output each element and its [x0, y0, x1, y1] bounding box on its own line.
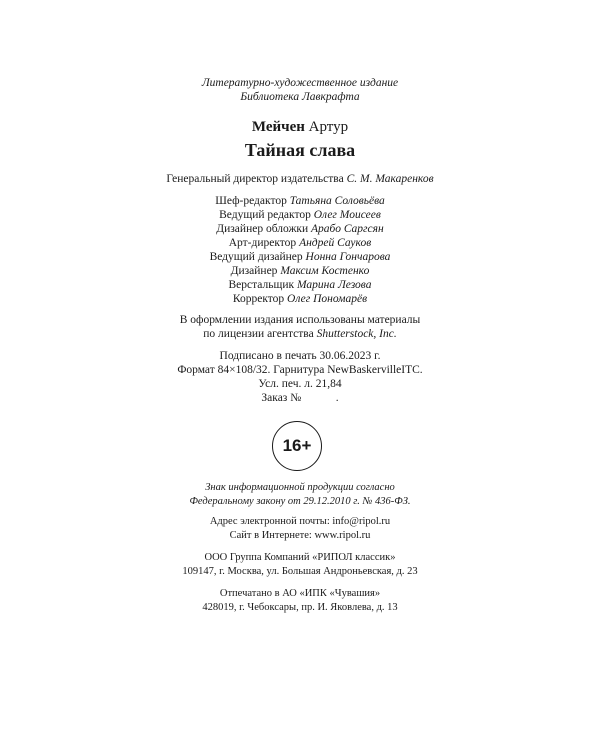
credit-role: Дизайнер обложки — [216, 223, 309, 235]
credit-name: Олег Моисеев — [313, 209, 381, 221]
author-surname: Мейчен — [251, 119, 305, 135]
website-line: Сайт в Интернете: www.ripol.ru — [229, 530, 371, 541]
credit-role: Корректор — [232, 293, 285, 305]
license-line-2 — [0, 327, 600, 341]
credit-role: Верстальщик — [228, 279, 295, 291]
credit-line — [0, 278, 600, 292]
order-line: Заказ № . — [261, 392, 339, 404]
general-director — [0, 172, 600, 186]
credit-name: Нонна Гончарова — [305, 251, 391, 263]
license-line-1: В оформлении издания использованы материалы — [179, 314, 421, 326]
credit-name: Андрей Сауков — [299, 237, 372, 249]
credit-line — [0, 222, 600, 236]
series-line-1: Литературно-художественное издание — [201, 77, 399, 89]
credit-line — [0, 292, 600, 306]
credit-name: Татьяна Соловьёва — [289, 195, 385, 207]
credit-line — [0, 250, 600, 264]
credit-line — [0, 208, 600, 222]
general-director-label: Генеральный директор издательства — [166, 173, 344, 185]
credit-name: Арабо Саргсян — [311, 223, 384, 235]
publisher-name: ООО Группа Компаний «РИПОЛ классик» — [204, 552, 396, 563]
age-note-line-1: Знак информационной продукции согласно — [205, 482, 395, 493]
license-prefix: по лицензии агентства — [203, 328, 314, 340]
credit-line — [0, 264, 600, 278]
credit-role: Ведущий дизайнер — [209, 251, 303, 263]
book-title: Тайная слава — [244, 140, 356, 160]
general-director-name: С. М. Макаренков — [346, 173, 434, 185]
credit-line — [0, 236, 600, 250]
author-line — [0, 118, 600, 136]
license-agency: Shutterstock, Inc. — [316, 328, 397, 340]
print-signed: Подписано в печать 30.06.2023 г. — [219, 350, 381, 362]
credit-role: Дизайнер — [230, 265, 278, 277]
sheets-line: Усл. печ. л. 21,84 — [258, 378, 342, 390]
series-line-2: Библиотека Лавкрафта — [240, 91, 360, 103]
age-rating-badge: 16+ — [272, 421, 322, 471]
email-line: Адрес электронной почты: info@ripol.ru — [209, 516, 391, 527]
credit-name: Олег Пономарёв — [287, 293, 368, 305]
printer-name: Отпечатано в АО «ИПК «Чувашия» — [219, 588, 381, 599]
age-note-line-2: Федеральному закону от 29.12.2010 г. № 436-ФЗ. — [189, 496, 411, 507]
printer-address: 428019, г. Чебоксары, пр. И. Яковлева, д. 13 — [202, 602, 398, 613]
credit-name: Марина Лезова — [296, 279, 372, 291]
publisher-address: 109147, г. Москва, ул. Большая Андроньевская, д. 23 — [182, 566, 418, 577]
author-name: Артур — [308, 119, 349, 135]
credit-line — [0, 194, 600, 208]
credit-name: Максим Костенко — [280, 265, 370, 277]
format-line: Формат 84×108/32. Гарнитура NewBaskervilleITC. — [177, 364, 423, 376]
credit-role: Шеф-редактор — [215, 195, 287, 207]
credit-role: Ведущий редактор — [219, 209, 311, 221]
credit-role: Арт-директор — [228, 237, 297, 249]
